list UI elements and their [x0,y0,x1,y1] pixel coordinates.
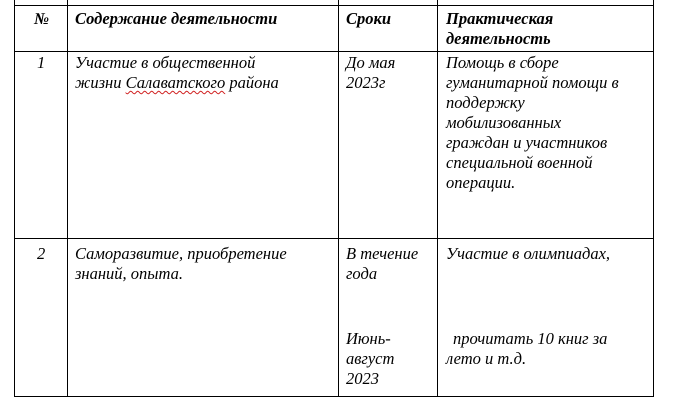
row1-practice-line: операции. [446,173,516,192]
row1-num: 1 [37,53,46,72]
row2-practice-olympiads: Участие в олимпиадах, [446,244,611,263]
row2-content-line2: знаний, опыта. [75,264,183,283]
row1-practice-line: поддержку [446,93,525,112]
row2-terms-period [346,244,418,284]
row2-practice-books [446,329,607,369]
row1-content-line2-suffix: района [225,73,279,92]
header-practice-line2: деятельность [446,29,551,48]
row1-terms-line2: 2023г [346,73,386,92]
row2-num: 2 [37,244,46,263]
header-practice-line1: Практическая [446,9,554,28]
row1-content [75,53,279,93]
row2-terms-b-line: Июнь- [346,329,391,348]
row1-content-line2 [75,73,279,93]
row2-content-line1: Саморазвитие, приобретение [75,244,287,263]
table-border-left [14,0,15,397]
row2-terms-summer [346,329,394,389]
row1-practice-line: граждан и участников [446,133,608,152]
table-border-bottom [14,396,654,397]
row1-terms-line1: До мая [346,53,396,72]
column-divider-1 [67,0,68,397]
header-practice [446,9,553,49]
row1-content-line1: Участие в общественной [75,53,256,72]
row1-practice-line: Помощь в сборе [446,53,559,72]
row2-terms-a-line1: В течение [346,244,419,263]
row2-practice-b-line1: прочитать 10 книг за [453,329,608,348]
row2-terms-b-line: 2023 [346,369,379,388]
header-row-divider [14,51,654,52]
row2-practice-b-line2: лето и т.д. [446,349,527,368]
column-divider-2 [338,0,339,397]
column-divider-3 [437,0,438,397]
row1-content-line2-prefix: жизни [75,73,126,92]
table-border-top [14,5,654,6]
row2-terms-b-line: август [346,349,395,368]
row1-terms [346,53,395,93]
table-border-right [653,0,654,397]
header-terms: Сроки [346,9,392,28]
row-divider [14,238,654,239]
row1-practice-line: мобилизованных [446,113,562,132]
row2-content [75,244,287,284]
row1-practice-line: специальной военной [446,153,593,172]
spellcheck-marked-word: Салаватского [125,73,226,92]
row2-terms-a-line2: года [346,264,378,283]
header-content: Содержание деятельности [75,9,278,28]
row1-practice-line: гуманитарной помощи в [446,73,619,92]
row1-practice [446,53,619,193]
header-num: № [34,9,50,28]
